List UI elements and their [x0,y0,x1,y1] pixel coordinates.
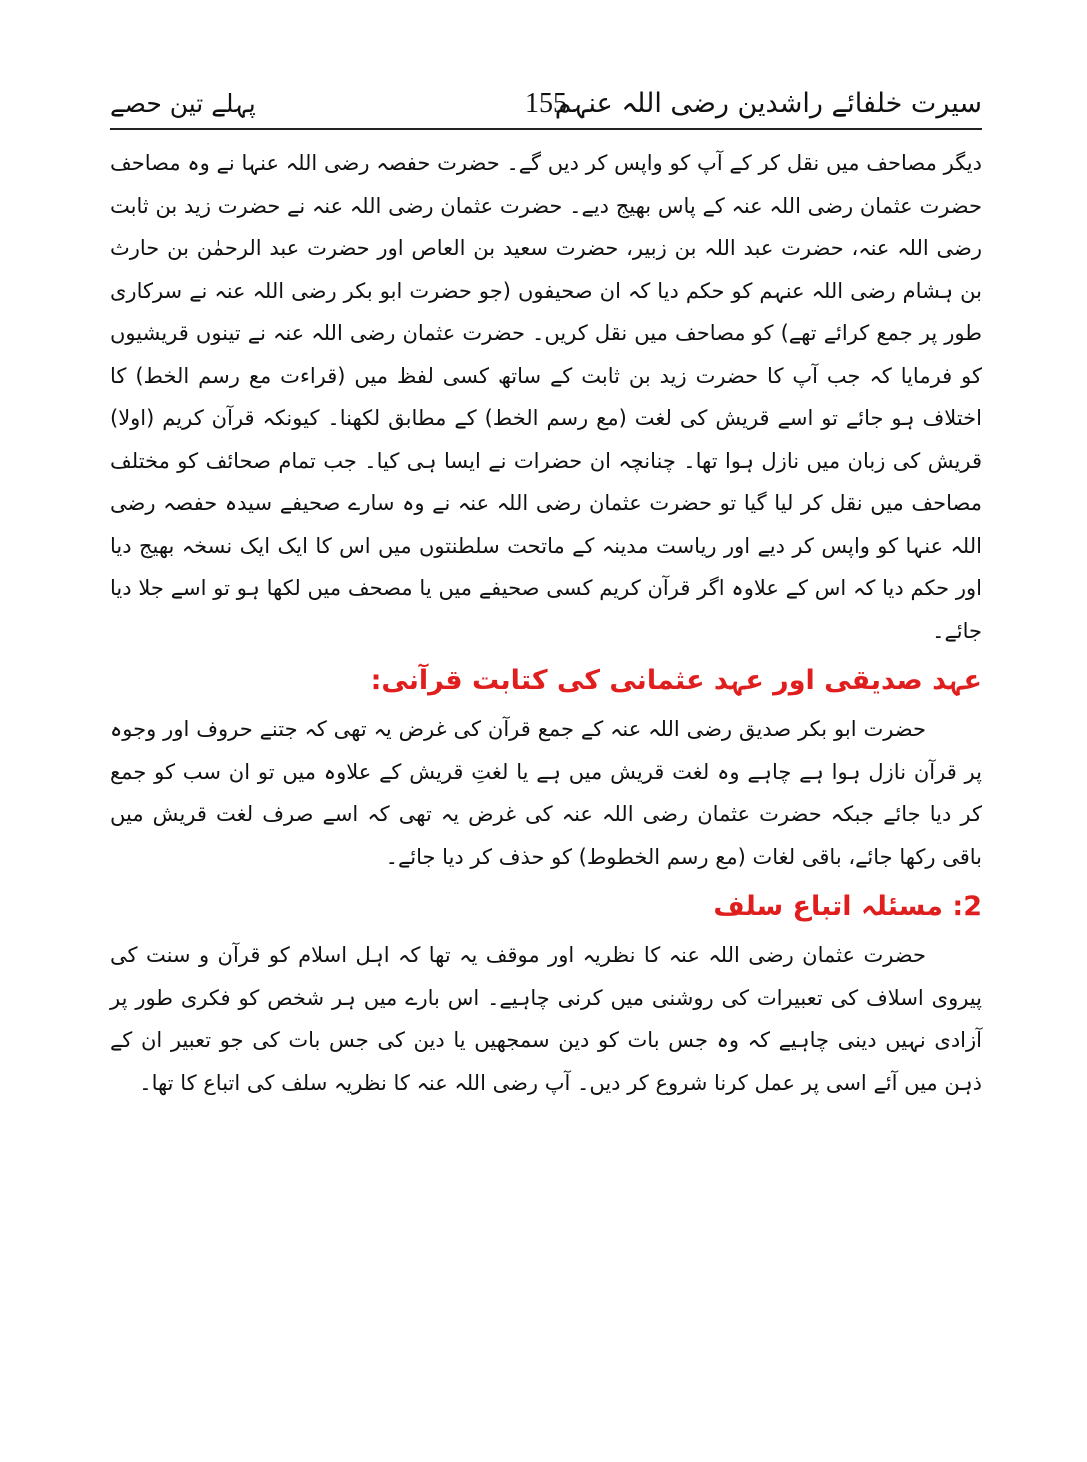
volume-label: پہلے تین حصے [110,89,256,118]
page-header [110,86,982,126]
paragraph-mushaf-copying: دیگر مصاحف میں نقل کر کے آپ کو واپس کر دیں گے۔ حضرت حفصہ رضی اللہ عنہا نے وہ مصاحف حضرت عثمان رضی اللہ عنہ کے پاس بھیج دیے۔ حضرت عثمان رضی اللہ عنہ نے حضرت زید بن ثابت رضی اللہ عنہ، حضرت عبد اللہ بن زبیر، حضرت سعید بن العاص اور حضرت عبد الرحمٰن بن حارث بن ہشام رضی اللہ عنہم کو حکم دیا کہ ان صحیفوں (جو حضرت ابو بکر رضی اللہ عنہ نے سرکاری طور پر جمع کرائے تھے) کو مصاحف میں نقل کریں۔ حضرت عثمان رضی اللہ عنہ نے تینوں قریشیوں کو فرمایا کہ جب آپ کا حضرت زید بن ثابت کے ساتھ کسی لفظ میں (قراءت مع رسم الخط) کا اختلاف ہو جائے تو اسے قریش کی لغت (مع رسم الخط) کے مطابق لکھنا۔ کیونکہ قرآن کریم (اولا) قریش کی زبان میں نازل ہوا تھا۔ چنانچہ ان حضرات نے ایسا ہی کیا۔ جب تمام صحائف کو مختلف مصاحف میں نقل کر لیا گیا تو حضرت عثمان رضی اللہ عنہ نے وہ سارے صحیفے سیدہ حفصہ رضی اللہ عنہا کو واپس کر دیے اور ریاست مدینہ کے ماتحت سلطنتوں میں اس کا ایک ایک نسخہ بھیج دیا اور حکم دیا کہ اس کے علاوہ اگر قرآن کریم کسی صحیفے میں یا مصحف میں لکھا ہو تو اسے جلا دیا جائے۔ [110,151,982,643]
page-number: 155 [525,88,567,119]
page-body [110,142,982,1104]
section-heading-quran-writing: عہد صدیقی اور عہد عثمانی کی کتابت قرآنی: [370,665,982,696]
book-title: سیرت خلفائے راشدین رضی اللہ عنہم [554,88,982,119]
section-heading-following-predecessors: 2: مسئلہ اتباع سلف [713,891,982,922]
paragraph-compilation-purpose: حضرت ابو بکر صدیق رضی اللہ عنہ کے جمع قرآن کی غرض یہ تھی کہ جتنے حروف اور وجوہ پر قرآن نازل ہوا ہے چاہے وہ لغت قریش میں ہے یا لغتِ قریش کے علاوہ میں تو ان سب کو جمع کر دیا جائے جبکہ حضرت عثمان رضی اللہ عنہ کی غرض یہ تھی کہ اسے صرف لغت قریش میں باقی رکھا جائے، باقی لغات (مع رسم الخطوط) کو حذف کر دیا جائے۔ [110,717,982,869]
paragraph-following-predecessors: حضرت عثمان رضی اللہ عنہ کا نظریہ اور موقف یہ تھا کہ اہل اسلام کو قرآن و سنت کی پیروی اسلاف کی تعبیرات کی روشنی میں کرنی چاہیے۔ اس بارے میں ہر شخص کو فکری طور پر آزادی نہیں دینی چاہیے کہ وہ جس بات کو دین سمجھیں یا دین کی جس بات کی جو تعبیر ان کے ذہن میں آئے اسی پر عمل کرنا شروع کر دیں۔ آپ رضی اللہ عنہ کا نظریہ سلف کی اتباع کا تھا۔ [110,943,982,1095]
header-divider [110,128,982,130]
